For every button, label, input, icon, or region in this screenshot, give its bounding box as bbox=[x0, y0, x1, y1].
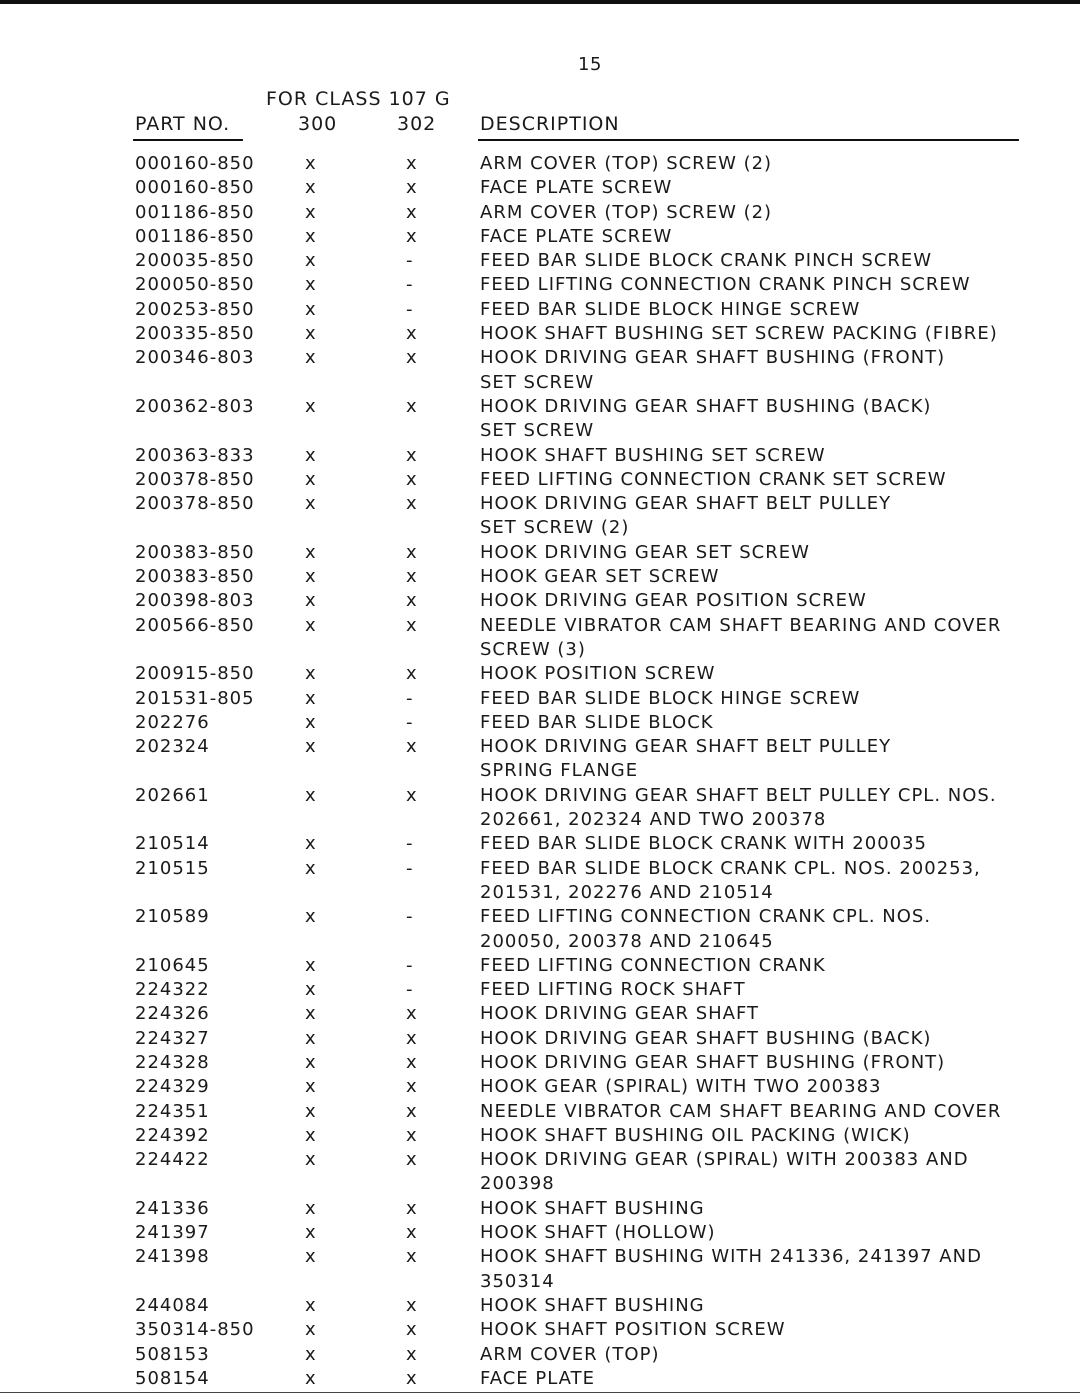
class-300-mark: x bbox=[305, 201, 317, 223]
table-row bbox=[0, 1148, 1080, 1197]
class-302-mark: - bbox=[406, 250, 414, 272]
class-300-mark: x bbox=[305, 298, 317, 320]
class-302-mark: x bbox=[406, 493, 418, 515]
part-number: 200383-850 bbox=[135, 566, 255, 588]
class-300-mark: x bbox=[305, 1027, 317, 1049]
description-line: SCREW (3) bbox=[480, 638, 586, 660]
description-line: HOOK POSITION SCREW bbox=[480, 663, 716, 685]
class-302-mark: x bbox=[406, 541, 418, 563]
class-302-mark: - bbox=[406, 979, 414, 1001]
class-302-mark: - bbox=[406, 833, 414, 855]
part-number: 508154 bbox=[135, 1367, 210, 1389]
description bbox=[480, 857, 1060, 906]
part-number: 200378-850 bbox=[135, 468, 255, 490]
table-row bbox=[0, 1027, 1080, 1051]
description-line: 350314 bbox=[480, 1270, 555, 1292]
description-line: HOOK DRIVING GEAR (SPIRAL) WITH 200383 AND bbox=[480, 1149, 969, 1171]
table-row bbox=[0, 1318, 1080, 1342]
table-row bbox=[0, 1245, 1080, 1294]
part-number: 224327 bbox=[135, 1027, 210, 1049]
description bbox=[480, 395, 1060, 444]
part-number: 202661 bbox=[135, 784, 210, 806]
table-row bbox=[0, 1221, 1080, 1245]
description bbox=[480, 954, 1060, 978]
description-line: FEED BAR SLIDE BLOCK bbox=[480, 711, 714, 733]
class-302-mark: x bbox=[406, 1343, 418, 1365]
class-302-mark: x bbox=[406, 1100, 418, 1122]
description bbox=[480, 1318, 1060, 1342]
description bbox=[480, 1148, 1060, 1197]
class-302-mark: x bbox=[406, 444, 418, 466]
class-300-mark: x bbox=[305, 1343, 317, 1365]
class-300-mark: x bbox=[305, 663, 317, 685]
class-300-mark: x bbox=[305, 250, 317, 272]
description-line: FACE PLATE bbox=[480, 1367, 595, 1389]
description bbox=[480, 176, 1060, 200]
description-line: HOOK SHAFT BUSHING SET SCREW bbox=[480, 444, 826, 466]
class-300-mark: x bbox=[305, 954, 317, 976]
table-row bbox=[0, 298, 1080, 322]
description bbox=[480, 1100, 1060, 1124]
part-number: 200346-803 bbox=[135, 347, 255, 369]
description bbox=[480, 1075, 1060, 1099]
class-302-mark: x bbox=[406, 177, 418, 199]
description bbox=[480, 711, 1060, 735]
header-description: DESCRIPTION bbox=[480, 113, 620, 135]
class-300-mark: x bbox=[305, 1246, 317, 1268]
description-line: FEED BAR SLIDE BLOCK HINGE SCREW bbox=[480, 687, 861, 709]
description bbox=[480, 978, 1060, 1002]
table-row bbox=[0, 249, 1080, 273]
class-302-mark: - bbox=[406, 954, 414, 976]
class-302-mark: x bbox=[406, 1124, 418, 1146]
description bbox=[480, 249, 1060, 273]
description bbox=[480, 687, 1060, 711]
part-number: 200915-850 bbox=[135, 663, 255, 685]
description bbox=[480, 298, 1060, 322]
part-number: 000160-850 bbox=[135, 177, 255, 199]
class-300-mark: x bbox=[305, 833, 317, 855]
description-line: HOOK DRIVING GEAR SHAFT bbox=[480, 1003, 759, 1025]
description bbox=[480, 273, 1060, 297]
table-row bbox=[0, 1075, 1080, 1099]
description bbox=[480, 1197, 1060, 1221]
class-302-mark: x bbox=[406, 614, 418, 636]
description-line: FEED BAR SLIDE BLOCK CRANK WITH 200035 bbox=[480, 833, 928, 855]
part-number: 210515 bbox=[135, 857, 210, 879]
class-302-mark: x bbox=[406, 1294, 418, 1316]
table-row bbox=[0, 152, 1080, 176]
class-300-mark: x bbox=[305, 468, 317, 490]
class-300-mark: x bbox=[305, 493, 317, 515]
description bbox=[480, 1245, 1060, 1294]
table-row bbox=[0, 176, 1080, 200]
part-number: 200398-803 bbox=[135, 590, 255, 612]
class-300-mark: x bbox=[305, 274, 317, 296]
class-302-mark: - bbox=[406, 711, 414, 733]
description-line: 200398 bbox=[480, 1173, 555, 1195]
description bbox=[480, 346, 1060, 395]
part-number: 200253-850 bbox=[135, 298, 255, 320]
description bbox=[480, 201, 1060, 225]
description bbox=[480, 662, 1060, 686]
class-302-mark: - bbox=[406, 857, 414, 879]
table-row bbox=[0, 832, 1080, 856]
part-no-underline bbox=[133, 139, 243, 141]
description-line: HOOK DRIVING GEAR SHAFT BELT PULLEY CPL. NOS. bbox=[480, 784, 997, 806]
part-number: 508153 bbox=[135, 1343, 210, 1365]
class-300-mark: x bbox=[305, 1367, 317, 1389]
description-line: FEED BAR SLIDE BLOCK HINGE SCREW bbox=[480, 298, 861, 320]
part-number: 000160-850 bbox=[135, 153, 255, 174]
part-number: 200383-850 bbox=[135, 541, 255, 563]
class-302-mark: x bbox=[406, 1197, 418, 1219]
table-row bbox=[0, 1051, 1080, 1075]
part-number: 224329 bbox=[135, 1076, 210, 1098]
table-row bbox=[0, 711, 1080, 735]
table-row bbox=[0, 395, 1080, 444]
description-line: HOOK DRIVING GEAR POSITION SCREW bbox=[480, 590, 867, 612]
class-302-mark: x bbox=[406, 201, 418, 223]
description-line: HOOK SHAFT BUSHING bbox=[480, 1197, 705, 1219]
description-line: HOOK DRIVING GEAR SHAFT BELT PULLEY bbox=[480, 493, 892, 515]
header-part-no: PART NO. bbox=[135, 113, 231, 135]
description-line: FACE PLATE SCREW bbox=[480, 177, 673, 199]
table-row bbox=[0, 1002, 1080, 1026]
description-line: FEED LIFTING CONNECTION CRANK SET SCREW bbox=[480, 468, 947, 490]
table-row bbox=[0, 468, 1080, 492]
description-line: FEED LIFTING ROCK SHAFT bbox=[480, 979, 746, 1001]
table-row bbox=[0, 201, 1080, 225]
part-number: 202324 bbox=[135, 736, 210, 758]
class-300-mark: x bbox=[305, 153, 317, 174]
class-300-mark: x bbox=[305, 444, 317, 466]
table-row bbox=[0, 662, 1080, 686]
class-302-mark: x bbox=[406, 1222, 418, 1244]
description-line: HOOK DRIVING GEAR SHAFT BELT PULLEY bbox=[480, 736, 892, 758]
class-300-mark: x bbox=[305, 1124, 317, 1146]
description-line: SPRING FLANGE bbox=[480, 760, 639, 782]
table-row bbox=[0, 346, 1080, 395]
table-row bbox=[0, 1294, 1080, 1318]
description-line: ARM COVER (TOP) SCREW (2) bbox=[480, 201, 773, 223]
class-300-mark: x bbox=[305, 614, 317, 636]
description bbox=[480, 322, 1060, 346]
description-line: HOOK SHAFT BUSHING OIL PACKING (WICK) bbox=[480, 1124, 911, 1146]
class-300-mark: x bbox=[305, 347, 317, 369]
table-row bbox=[0, 857, 1080, 906]
table-row bbox=[0, 444, 1080, 468]
description-line: FEED BAR SLIDE BLOCK CRANK PINCH SCREW bbox=[480, 250, 933, 272]
part-number: 001186-850 bbox=[135, 201, 255, 223]
description bbox=[480, 1051, 1060, 1075]
description-line: HOOK SHAFT (HOLLOW) bbox=[480, 1222, 716, 1244]
header-col-302: 302 bbox=[397, 113, 437, 135]
table-row bbox=[0, 1197, 1080, 1221]
class-300-mark: x bbox=[305, 541, 317, 563]
class-300-mark: x bbox=[305, 687, 317, 709]
description-line: HOOK SHAFT BUSHING bbox=[480, 1294, 705, 1316]
part-number: 224328 bbox=[135, 1051, 210, 1073]
class-302-mark: x bbox=[406, 566, 418, 588]
table-row bbox=[0, 541, 1080, 565]
class-300-mark: x bbox=[305, 1294, 317, 1316]
class-300-mark: x bbox=[305, 784, 317, 806]
description bbox=[480, 784, 1060, 833]
header-col-300: 300 bbox=[298, 113, 338, 135]
description bbox=[480, 468, 1060, 492]
class-300-mark: x bbox=[305, 857, 317, 879]
description-line: 201531, 202276 AND 210514 bbox=[480, 881, 774, 903]
description-line: HOOK DRIVING GEAR SHAFT BUSHING (FRONT) bbox=[480, 347, 946, 369]
class-300-mark: x bbox=[305, 566, 317, 588]
part-number: 202276 bbox=[135, 711, 210, 733]
class-300-mark: x bbox=[305, 177, 317, 199]
table-row bbox=[0, 978, 1080, 1002]
class-302-mark: x bbox=[406, 1367, 418, 1389]
class-300-mark: x bbox=[305, 1222, 317, 1244]
description-line: HOOK DRIVING GEAR SHAFT BUSHING (BACK) bbox=[480, 395, 932, 417]
part-number: 241397 bbox=[135, 1222, 210, 1244]
description-underline bbox=[478, 139, 1019, 141]
part-number: 224392 bbox=[135, 1124, 210, 1146]
table-row bbox=[0, 322, 1080, 346]
part-number: 200035-850 bbox=[135, 250, 255, 272]
class-302-mark: - bbox=[406, 906, 414, 928]
description-line: HOOK GEAR (SPIRAL) WITH TWO 200383 bbox=[480, 1076, 882, 1098]
class-302-mark: x bbox=[406, 736, 418, 758]
class-300-mark: x bbox=[305, 1003, 317, 1025]
table-row bbox=[0, 273, 1080, 297]
table-row bbox=[0, 1343, 1080, 1367]
table-row bbox=[0, 905, 1080, 954]
top-rule bbox=[0, 0, 1080, 4]
class-300-mark: x bbox=[305, 395, 317, 417]
description bbox=[480, 152, 1060, 176]
class-300-mark: x bbox=[305, 1197, 317, 1219]
description bbox=[480, 832, 1060, 856]
part-number: 241398 bbox=[135, 1246, 210, 1268]
class-302-mark: x bbox=[406, 1003, 418, 1025]
part-number: 200566-850 bbox=[135, 614, 255, 636]
description bbox=[480, 1027, 1060, 1051]
part-number: 001186-850 bbox=[135, 225, 255, 247]
class-302-mark: - bbox=[406, 687, 414, 709]
class-302-mark: x bbox=[406, 323, 418, 345]
description bbox=[480, 444, 1060, 468]
page-number: 15 bbox=[578, 54, 602, 75]
description bbox=[480, 905, 1060, 954]
class-300-mark: x bbox=[305, 906, 317, 928]
table-row bbox=[0, 1367, 1080, 1391]
table-row bbox=[0, 954, 1080, 978]
bottom-rule bbox=[0, 1392, 1080, 1393]
description bbox=[480, 1221, 1060, 1245]
class-302-mark: x bbox=[406, 1246, 418, 1268]
description bbox=[480, 589, 1060, 613]
class-302-mark: x bbox=[406, 347, 418, 369]
class-302-mark: x bbox=[406, 1319, 418, 1341]
description-line: HOOK GEAR SET SCREW bbox=[480, 566, 720, 588]
table-row bbox=[0, 687, 1080, 711]
description bbox=[480, 541, 1060, 565]
description-line: HOOK SHAFT POSITION SCREW bbox=[480, 1319, 786, 1341]
part-number: 200335-850 bbox=[135, 323, 255, 345]
description-line: SET SCREW bbox=[480, 420, 595, 442]
description bbox=[480, 1124, 1060, 1148]
class-300-mark: x bbox=[305, 225, 317, 247]
description-line: HOOK SHAFT BUSHING SET SCREW PACKING (FIBRE) bbox=[480, 323, 998, 345]
class-302-mark: - bbox=[406, 298, 414, 320]
class-300-mark: x bbox=[305, 1076, 317, 1098]
class-300-mark: x bbox=[305, 1100, 317, 1122]
table-row bbox=[0, 492, 1080, 541]
header-class-label: FOR CLASS 107 G bbox=[266, 88, 451, 110]
part-number: 224326 bbox=[135, 1003, 210, 1025]
description bbox=[480, 1367, 1060, 1391]
class-300-mark: x bbox=[305, 1149, 317, 1171]
description-line: NEEDLE VIBRATOR CAM SHAFT BEARING AND COVER bbox=[480, 614, 1002, 636]
class-302-mark: x bbox=[406, 225, 418, 247]
class-300-mark: x bbox=[305, 590, 317, 612]
part-number: 224351 bbox=[135, 1100, 210, 1122]
description bbox=[480, 735, 1060, 784]
description bbox=[480, 1343, 1060, 1367]
description-line: SET SCREW bbox=[480, 371, 595, 393]
part-number: 244084 bbox=[135, 1294, 210, 1316]
parts-table bbox=[0, 152, 1080, 1391]
class-300-mark: x bbox=[305, 979, 317, 1001]
table-row bbox=[0, 614, 1080, 663]
part-number: 224322 bbox=[135, 979, 210, 1001]
table-row bbox=[0, 589, 1080, 613]
description-line: ARM COVER (TOP) SCREW (2) bbox=[480, 153, 773, 174]
description bbox=[480, 1002, 1060, 1026]
class-302-mark: x bbox=[406, 153, 418, 174]
class-300-mark: x bbox=[305, 323, 317, 345]
class-302-mark: x bbox=[406, 468, 418, 490]
description-line: FEED LIFTING CONNECTION CRANK PINCH SCREW bbox=[480, 274, 971, 296]
class-302-mark: x bbox=[406, 784, 418, 806]
part-number: 210589 bbox=[135, 906, 210, 928]
part-number: 241336 bbox=[135, 1197, 210, 1219]
part-number: 201531-805 bbox=[135, 687, 255, 709]
table-row bbox=[0, 735, 1080, 784]
part-number: 350314-850 bbox=[135, 1319, 255, 1341]
table-row bbox=[0, 225, 1080, 249]
description-line: HOOK DRIVING GEAR SET SCREW bbox=[480, 541, 810, 563]
description-line: HOOK SHAFT BUSHING WITH 241336, 241397 AND bbox=[480, 1246, 982, 1268]
table-row bbox=[0, 565, 1080, 589]
description-line: SET SCREW (2) bbox=[480, 517, 630, 539]
part-number: 200363-833 bbox=[135, 444, 255, 466]
description-line: 202661, 202324 AND TWO 200378 bbox=[480, 809, 827, 831]
description-line: HOOK DRIVING GEAR SHAFT BUSHING (FRONT) bbox=[480, 1051, 946, 1073]
class-302-mark: x bbox=[406, 1149, 418, 1171]
class-302-mark: x bbox=[406, 1027, 418, 1049]
table-row bbox=[0, 1124, 1080, 1148]
class-302-mark: x bbox=[406, 590, 418, 612]
class-302-mark: x bbox=[406, 1076, 418, 1098]
class-300-mark: x bbox=[305, 1319, 317, 1341]
description-line: FACE PLATE SCREW bbox=[480, 225, 673, 247]
description-line: FEED LIFTING CONNECTION CRANK bbox=[480, 954, 826, 976]
class-302-mark: x bbox=[406, 1051, 418, 1073]
class-302-mark: x bbox=[406, 395, 418, 417]
description bbox=[480, 1294, 1060, 1318]
part-number: 200362-803 bbox=[135, 395, 255, 417]
part-number: 224422 bbox=[135, 1149, 210, 1171]
description bbox=[480, 225, 1060, 249]
description-line: 200050, 200378 AND 210645 bbox=[480, 930, 774, 952]
table-row bbox=[0, 1100, 1080, 1124]
description-line: FEED LIFTING CONNECTION CRANK CPL. NOS. bbox=[480, 906, 932, 928]
description bbox=[480, 492, 1060, 541]
class-300-mark: x bbox=[305, 736, 317, 758]
class-300-mark: x bbox=[305, 1051, 317, 1073]
class-302-mark: - bbox=[406, 274, 414, 296]
part-number: 210645 bbox=[135, 954, 210, 976]
part-number: 200378-850 bbox=[135, 493, 255, 515]
description bbox=[480, 614, 1060, 663]
class-300-mark: x bbox=[305, 711, 317, 733]
part-number: 210514 bbox=[135, 833, 210, 855]
description-line: NEEDLE VIBRATOR CAM SHAFT BEARING AND COVER bbox=[480, 1100, 1002, 1122]
description-line: ARM COVER (TOP) bbox=[480, 1343, 660, 1365]
description-line: HOOK DRIVING GEAR SHAFT BUSHING (BACK) bbox=[480, 1027, 932, 1049]
description-line: FEED BAR SLIDE BLOCK CRANK CPL. NOS. 200253, bbox=[480, 857, 981, 879]
part-number: 200050-850 bbox=[135, 274, 255, 296]
description bbox=[480, 565, 1060, 589]
table-row bbox=[0, 784, 1080, 833]
class-302-mark: x bbox=[406, 663, 418, 685]
